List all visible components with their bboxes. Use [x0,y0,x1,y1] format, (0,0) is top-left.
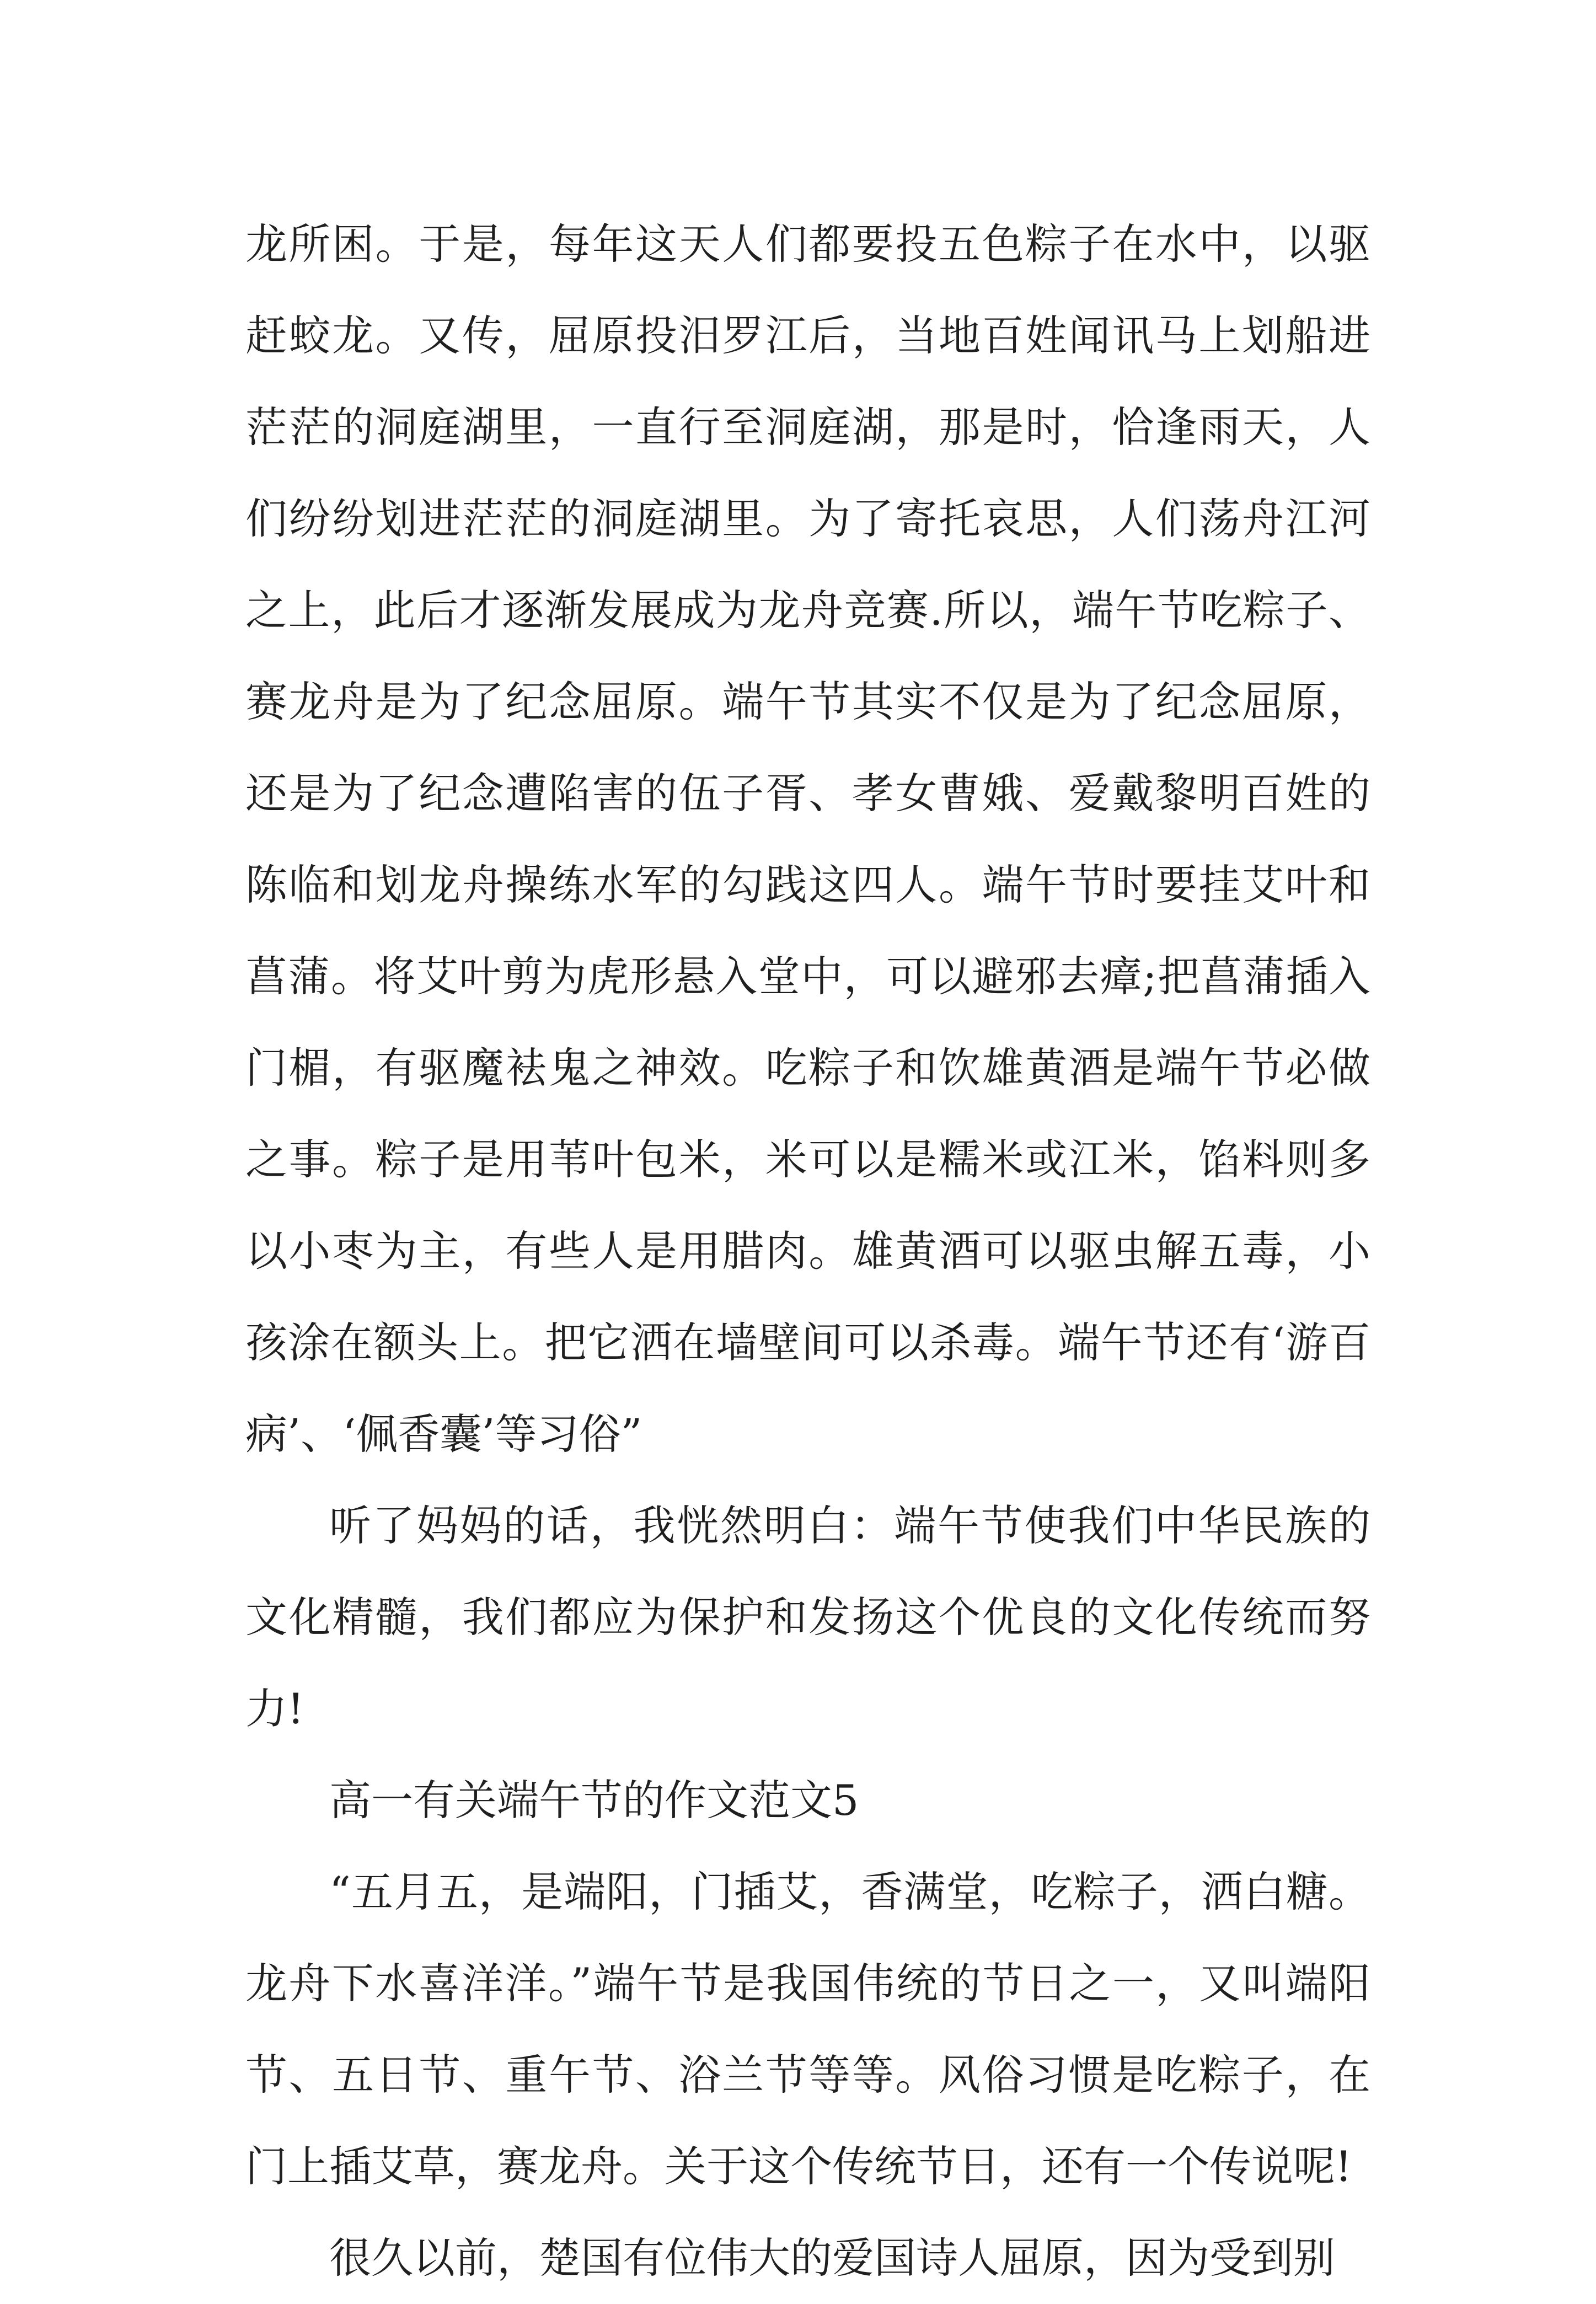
paragraph-intro: “五月五，是端阳，门插艾，香满堂，吃粽子，洒白糖。龙舟下水喜洋洋。”端午节是我国伟统的节日之一，又叫端阳节、五日节、重午节、浴兰节等等。风俗习惯是吃粽子，在门上插艾草，赛龙舟。关于这个传统节日，还有一个传说呢! [245,1867,1370,2191]
paragraph-conclusion: 听了妈妈的话，我恍然明白：端午节使我们中华民族的文化精髓，我们都应为保护和发扬这个优良的文化传统而努力! [245,1501,1370,1733]
paragraph-continuation: 龙所困。于是，每年这天人们都要投五色粽子在水中，以驱赶蛟龙。又传，屈原投汨罗江后，当地百姓闻讯马上划船进茫茫的洞庭湖里，一直行至洞庭湖，那是时，恰逢雨天，人们纷纷划进茫茫的洞庭湖里。为了寄托哀思，人们荡舟江河之上，此后才逐渐发展成为龙舟竞赛.所以，端午节吃粽子、赛龙舟是为了纪念屈原。端午节其实不仅是为了纪念屈原，还是为了纪念遭陷害的伍子胥、孝女曹娥、爱戴黎明百姓的陈临和划龙舟操练水军的勾践这四人。端午节时要挂艾叶和菖蒲。将艾叶剪为虎形悬入堂中，可以避邪去瘴;把菖蒲插入门楣，有驱魔袪鬼之神效。吃粽子和饮雄黄酒是端午节必做之事。粽子是用苇叶包米，米可以是糯米或江米，馅料则多以小枣为主，有些人是用腊肉。雄黄酒可以驱虫解五毒，小孩涂在额头上。把它洒在墙壁间可以杀毒。端午节还有‘游百病’、‘佩香囊’等习俗” [245,219,1370,1459]
document-body [245,199,1370,2304]
paragraph-story-start: 很久以前，楚国有位伟大的爱国诗人屈原，因为受到别 [329,2233,1335,2282]
section-heading: 高一有关端午节的作文范文5 [329,1776,859,1825]
